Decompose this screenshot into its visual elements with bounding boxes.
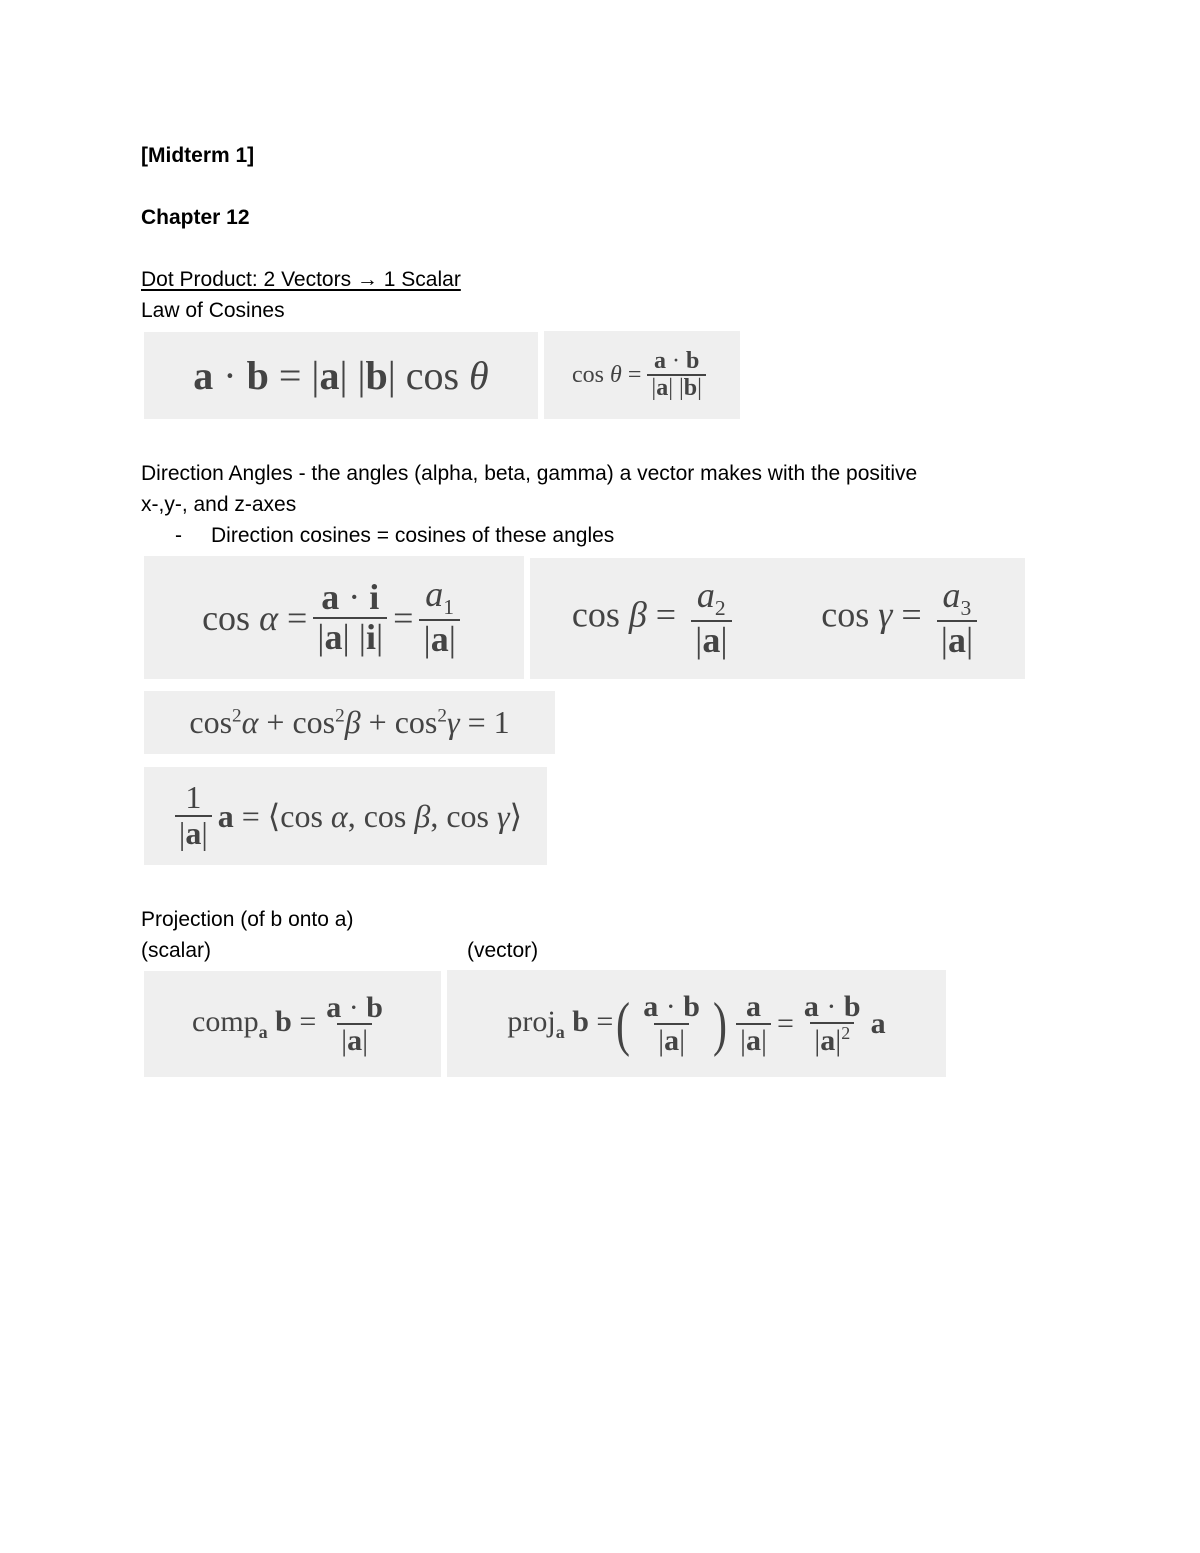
dot-product-heading: Dot Product: 2 Vectors → 1 Scalar	[141, 268, 461, 291]
formula-unit-vector: $\frac{1}{|a|}$ a = ⟨cos α, cos β, cos γ⟩	[144, 767, 547, 865]
formula-cos-theta: cos θ = $\frac{a \cdot b}{|a| |b|}$	[544, 331, 740, 419]
bullet-dash: -	[175, 524, 182, 547]
projection-heading: Projection (of b onto a)	[141, 908, 354, 931]
formula-dot-product: a · b = |a| |b| cos θ	[144, 332, 538, 419]
midterm-label: [Midterm 1]	[141, 144, 255, 167]
chapter-title: Chapter 12	[141, 206, 250, 229]
scalar-label: (scalar)	[141, 939, 212, 962]
vector-label: (vector)	[467, 939, 539, 962]
formula-cos-squared-identity: $\cos^2\alpha + \cos^2\beta + \cos^2\gamma = 1$	[144, 691, 555, 754]
law-of-cosines-label: Law of Cosines	[141, 299, 285, 322]
formula-vector-projection: proj$_a$ b = ( $\frac{a \cdot b}{|a|}$ ) $\frac{a}{|a|}$ = $\frac{a \cdot b}{|a|^2}$ a	[447, 970, 946, 1077]
direction-angles-line1: Direction Angles - the angles (alpha, beta, gamma) a vector makes with the positive	[141, 462, 918, 485]
direction-angles-line2: x-,y-, and z-axes	[141, 493, 297, 516]
formula-cos-beta-gamma: cos β = $\frac{a_2}{|a|}$ cos γ = $\frac{a_3}{|a|}$	[530, 558, 1025, 679]
formula-scalar-projection: comp$_a$ b = $\frac{a \cdot b}{|a|}$	[144, 971, 441, 1077]
formula-cos-alpha: cos α = $\frac{a \cdot i}{|a| |i|}$ = $\frac{a_1}{|a|}$	[144, 556, 524, 679]
direction-cosines-bullet: Direction cosines = cosines of these angles	[211, 524, 615, 547]
